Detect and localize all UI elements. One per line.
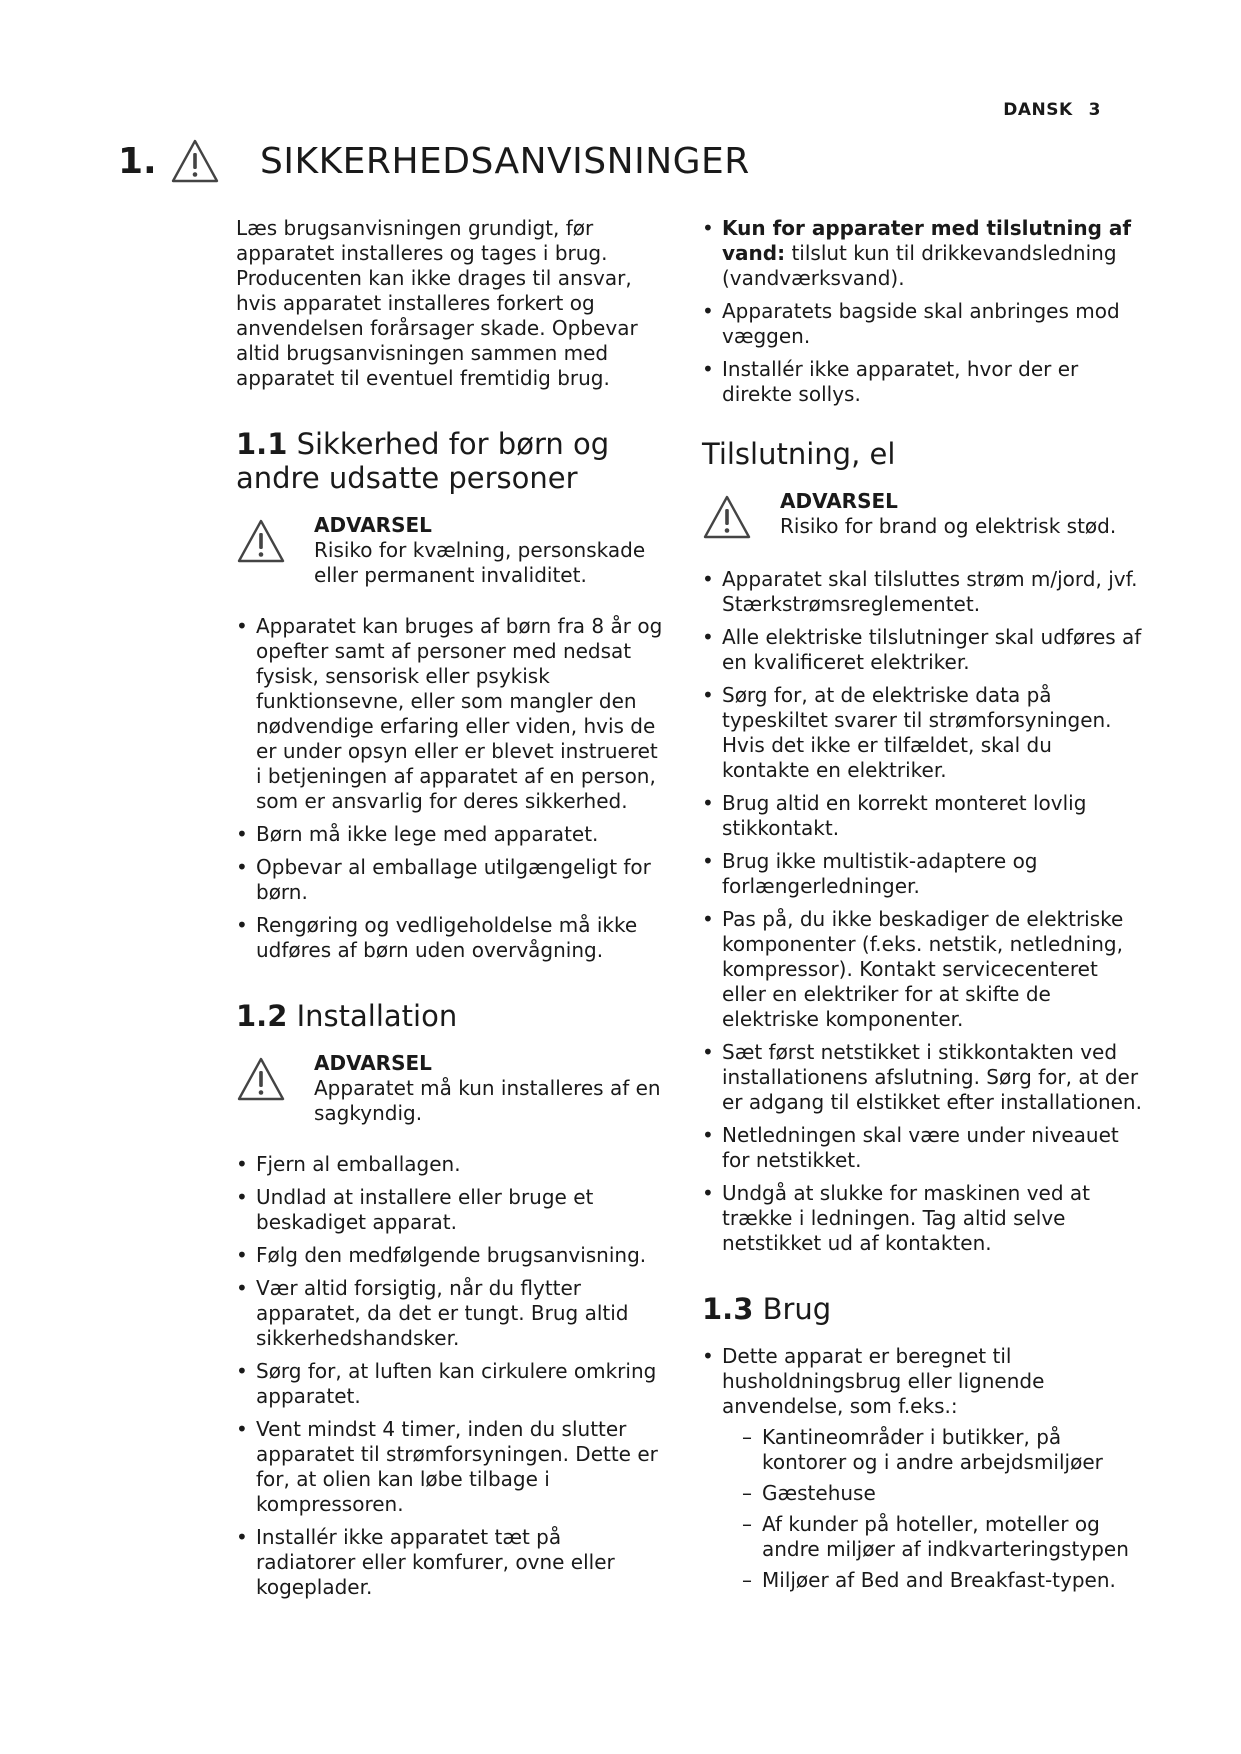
- list-item: • Brug altid en korrekt monteret lovlig stikkontakt.: [702, 791, 1142, 841]
- dash-list: [722, 1425, 1142, 1593]
- left-column: [236, 216, 666, 1636]
- section-heading-1-1: [236, 427, 666, 495]
- list-item: • Sørg for, at luften kan cirkulere omkring apparatet.: [236, 1359, 666, 1409]
- warning-triangle-icon: [236, 1055, 286, 1103]
- section-number: 1.2: [236, 999, 288, 1033]
- list-item: • Rengøring og vedligeholdelse må ikke udføres af børn uden overvågning.: [236, 913, 666, 963]
- section-heading-1-3: [702, 1292, 1142, 1326]
- chapter-number: 1.: [118, 140, 157, 182]
- sub-list-item: – Af kunder på hoteller, moteller og andre miljøer af indkvarteringstypen: [722, 1512, 1142, 1562]
- bullet-list: [236, 1152, 666, 1600]
- warning-triangle-icon: [170, 138, 220, 184]
- list-item: • Fjern al emballagen.: [236, 1152, 666, 1177]
- list-item: • Apparatets bagside skal anbringes mod væggen.: [702, 299, 1142, 349]
- list-item-text: Dette apparat er beregnet til husholdningsbrug eller lignende anvendelse, som f.eks.:: [722, 1344, 1045, 1418]
- list-item: • Undgå at slukke for maskinen ved at trække i ledningen. Tag altid selve netstikket ud af kontakten.: [702, 1181, 1142, 1256]
- warning-content: [780, 489, 1116, 541]
- list-item: • Vær altid forsigtig, når du flytter apparatet, da det er tungt. Brug altid sikkerhedshandsker.: [236, 1276, 666, 1351]
- warning-box: [236, 513, 666, 588]
- warning-text: Apparatet må kun installeres af en sagkyndig.: [314, 1076, 661, 1125]
- list-item: [702, 1344, 1142, 1593]
- section-number: 1.1: [236, 427, 288, 461]
- page-title: [118, 138, 750, 184]
- list-item: • Apparatet kan bruges af børn fra 8 år og opefter samt af personer med nedsat fysisk, sensorisk eller psykisk funktionsevne, eller som mangler den nødvendige erfaring eller viden, hvis de er under opsyn eller er blevet instrueret i betjeningen af apparatet af en person, som er ansvarlig for deres sikkerhed.: [236, 614, 666, 814]
- list-item: • Undlad at installere eller bruge et beskadiget apparat.: [236, 1185, 666, 1235]
- language-label: DANSK: [1003, 100, 1073, 120]
- warning-triangle-icon: [702, 493, 752, 541]
- warning-triangle-icon: [236, 517, 286, 565]
- bullet-list: [702, 1344, 1142, 1593]
- list-item: • Pas på, du ikke beskadiger de elektriske komponenter (f.eks. netstik, netledning, kompressor). Kontakt servicecenteret eller en elektriker for at skifte de elektriske komponenter.: [702, 907, 1142, 1032]
- section-title: Brug: [762, 1292, 832, 1326]
- list-item: • Installér ikke apparatet, hvor der er direkte sollys.: [702, 357, 1142, 407]
- list-item: • Apparatet skal tilsluttes strøm m/jord, jvf. Stærkstrømsreglementet.: [702, 567, 1142, 617]
- page-number: 3: [1088, 100, 1101, 120]
- warning-title: ADVARSEL: [314, 513, 432, 537]
- sub-list-item: – Gæstehuse: [722, 1481, 1142, 1506]
- sub-list-item: – Miljøer af Bed and Breakfast-typen.: [722, 1568, 1142, 1593]
- section-title: Sikkerhed for børn og andre udsatte personer: [236, 427, 610, 495]
- section-title: Installation: [296, 999, 458, 1033]
- sub-list-item: – Kantineområder i butikker, på kontorer og i andre arbejdsmiljøer: [722, 1425, 1142, 1475]
- right-column: [702, 216, 1142, 1629]
- warning-title: ADVARSEL: [780, 489, 898, 513]
- list-item: • Brug ikke multistik-adaptere og forlængerledninger.: [702, 849, 1142, 899]
- warning-box: [702, 489, 1142, 541]
- bullet-list: [236, 614, 666, 963]
- list-item: • Sæt først netstikket i stikkontakten ved installationens afslutning. Sørg for, at der er adgang til elstikket efter installationen.: [702, 1040, 1142, 1115]
- list-item: • Sørg for, at de elektriske data på typeskiltet svarer til strømforsyningen. Hvis det ikke er tilfældet, skal du kontakte en elektriker.: [702, 683, 1142, 783]
- section-heading-1-2: [236, 999, 666, 1033]
- section-heading-el: Tilslutning, el: [702, 437, 896, 471]
- page-header: [1003, 100, 1101, 120]
- bullet-list: [702, 216, 1142, 407]
- list-item: • Alle elektriske tilslutninger skal udføres af en kvalificeret elektriker.: [702, 625, 1142, 675]
- warning-content: [314, 513, 666, 588]
- list-item: • Netledningen skal være under niveauet for netstikket.: [702, 1123, 1142, 1173]
- warning-text: Risiko for brand og elektrisk stød.: [780, 514, 1117, 538]
- list-item: • Følg den medfølgende brugsanvisning.: [236, 1243, 666, 1268]
- list-item: • Opbevar al emballage utilgængeligt for børn.: [236, 855, 666, 905]
- list-item: • Installér ikke apparatet tæt på radiatorer eller komfurer, ovne eller kogeplader.: [236, 1525, 666, 1600]
- list-item-text: tilslut kun til drikkevandsledning (vandværksvand).: [722, 241, 1117, 290]
- bold-lead: Kun for apparater med tilslutning af vand:: [722, 216, 1132, 265]
- warning-content: [314, 1051, 666, 1126]
- bullet-list: [702, 567, 1142, 1256]
- intro-paragraph: Læs brugsanvisningen grundigt, før apparatet installeres og tages i brug. Producenten kan ikke drages til ansvar, hvis apparatet installeres forkert og anvendelsen forårsager skade. Opbevar altid brugsanvisningen sammen med apparatet til eventuel fremtidig brug.: [236, 216, 638, 390]
- chapter-title: SIKKERHEDSANVISNINGER: [260, 140, 750, 182]
- list-item: • Vent mindst 4 timer, inden du slutter apparatet til strømforsyningen. Dette er for, at olien kan løbe tilbage i kompressoren.: [236, 1417, 666, 1517]
- list-item: [702, 216, 1142, 291]
- warning-box: [236, 1051, 666, 1126]
- section-number: 1.3: [702, 1292, 754, 1326]
- list-item: • Børn må ikke lege med apparatet.: [236, 822, 666, 847]
- warning-title: ADVARSEL: [314, 1051, 432, 1075]
- warning-text: Risiko for kvælning, personskade eller permanent invaliditet.: [314, 538, 646, 587]
